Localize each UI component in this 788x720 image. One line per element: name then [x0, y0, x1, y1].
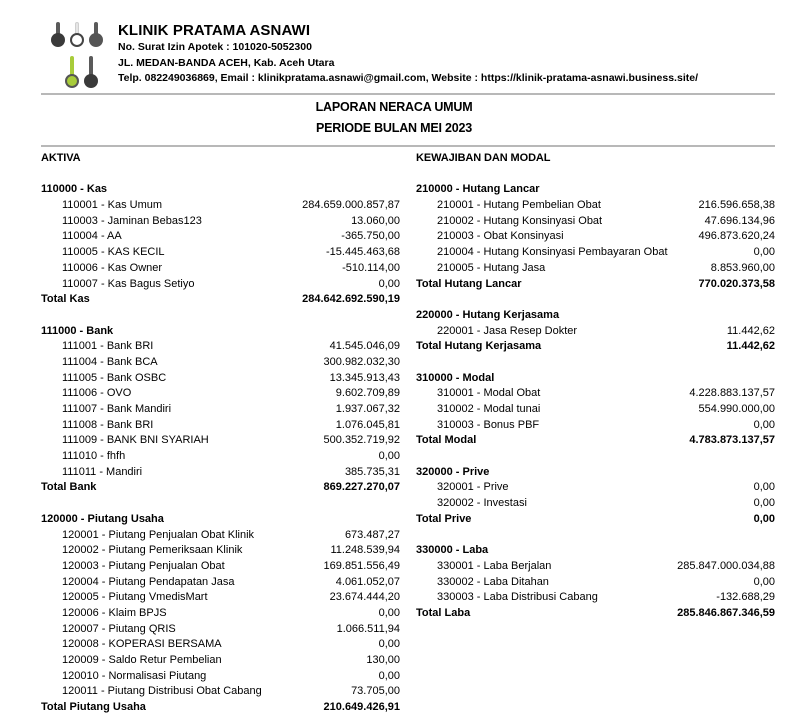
account-label: 110003 - Jaminan Bebas123: [62, 214, 202, 227]
account-label: 111001 - Bank BRI: [62, 340, 154, 353]
clinic-license: No. Surat Izin Apotek : 101020-5052300: [118, 41, 312, 53]
account-group: [416, 182, 775, 292]
account-label: 210004 - Hutang Konsinyasi Pembayaran Obat: [437, 246, 668, 259]
account-label: 120002 - Piutang Pemeriksaan Klinik: [62, 544, 243, 557]
account-value: 9.602.709,89: [335, 387, 400, 400]
clinic-contact: Telp. 082249036869, Email : klinikpratama.asnawi@gmail.com, Website : https://klinik-pratama-asnawi.business.site/: [118, 72, 698, 84]
clinic-address: JL. MEDAN-BANDA ACEH, Kab. Aceh Utara: [118, 56, 335, 69]
total-label: Total Kas: [41, 293, 90, 306]
group-heading: [41, 324, 400, 340]
account-label: 310003 - Bonus PBF: [437, 418, 540, 431]
group-heading: [41, 182, 400, 198]
account-value: 500.352.719,92: [323, 434, 400, 447]
account-label: 120007 - Piutang QRIS: [62, 622, 176, 635]
account-row: [41, 402, 400, 418]
account-value: 0,00: [753, 246, 775, 259]
aktiva-column: [41, 151, 400, 720]
account-row: [41, 637, 400, 653]
aktiva-heading: AKTIVA: [41, 152, 81, 164]
group-label: 120000 - Piutang Usaha: [41, 512, 164, 525]
account-label: 210002 - Hutang Konsinyasi Obat: [437, 214, 603, 227]
account-value: -15.445.463,68: [325, 246, 400, 259]
account-value: 496.873.620,24: [698, 230, 775, 243]
group-total-row: [416, 339, 775, 355]
account-row: [41, 606, 400, 622]
total-value: 0,00: [753, 512, 775, 525]
account-value: 4.061.052,07: [335, 575, 400, 588]
account-value: 23.674.444,20: [329, 591, 400, 604]
account-label: 110005 - KAS KECIL: [62, 246, 165, 259]
account-value: 0,00: [378, 638, 400, 651]
group-total-row: [416, 277, 775, 293]
account-label: 320002 - Investasi: [437, 497, 527, 510]
total-label: Total Piutang Usaha: [41, 701, 146, 714]
account-row: [416, 418, 775, 434]
account-label: 120006 - Klaim BPJS: [62, 606, 167, 619]
report-header: [41, 18, 775, 92]
account-row: [416, 245, 775, 261]
account-value: 1.937.067,32: [335, 403, 400, 415]
kewajiban-modal-column: [416, 151, 775, 637]
account-value: 554.990.000,00: [698, 403, 775, 415]
account-label: 120005 - Piutang VmedisMart: [62, 591, 208, 604]
group-total-row: [416, 512, 775, 528]
account-value: 1.066.511,94: [336, 622, 400, 635]
account-label: 220001 - Jasa Resep Dokter: [437, 324, 578, 337]
account-row: [41, 575, 400, 591]
account-value: 11.248.539,94: [330, 544, 400, 557]
account-row: [41, 653, 400, 669]
headphones-logo-icon: [51, 22, 111, 88]
account-value: 0,00: [378, 669, 400, 682]
title-divider: [41, 145, 775, 147]
account-value: 0,00: [378, 450, 400, 463]
account-group: [416, 543, 775, 621]
account-row: [41, 355, 400, 371]
group-label: 330000 - Laba: [416, 544, 489, 557]
account-label: 330002 - Laba Ditahan: [437, 575, 549, 588]
group-label: 210000 - Hutang Lancar: [416, 183, 540, 196]
account-value: 0,00: [753, 575, 775, 588]
group-total-row: [41, 480, 400, 496]
account-value: 13.345.913,43: [329, 371, 400, 384]
group-label: 220000 - Hutang Kerjasama: [416, 308, 560, 321]
account-value: 285.847.000.034,88: [677, 559, 775, 572]
account-label: 120011 - Piutang Distribusi Obat Cabang: [62, 685, 262, 698]
account-value: -510.114,00: [342, 261, 400, 274]
account-value: 284.659.000.857,87: [302, 199, 400, 212]
account-group: [416, 465, 775, 528]
account-group: [416, 371, 775, 449]
account-label: 111011 - Mandiri: [62, 465, 143, 478]
total-label: Total Modal: [416, 434, 477, 447]
account-value: 0,00: [753, 418, 775, 431]
account-row: [416, 229, 775, 245]
account-row: [416, 480, 775, 496]
group-total-row: [416, 606, 775, 622]
account-row: [416, 575, 775, 591]
account-row: [416, 324, 775, 340]
account-row: [41, 622, 400, 638]
account-label: 330003 - Laba Distribusi Cabang: [437, 591, 598, 604]
group-total-row: [41, 292, 400, 308]
account-label: 110004 - AA: [62, 230, 122, 243]
account-label: 120001 - Piutang Penjualan Obat Klinik: [62, 528, 255, 541]
account-label: 111006 - OVO: [62, 387, 132, 400]
account-label: 210005 - Hutang Jasa: [437, 261, 546, 274]
group-label: 320000 - Prive: [416, 465, 490, 478]
account-row: [41, 669, 400, 685]
account-row: [41, 229, 400, 245]
account-label: 330001 - Laba Berjalan: [437, 559, 552, 572]
account-row: [41, 528, 400, 544]
account-value: 673.487,27: [344, 528, 400, 541]
account-row: [416, 402, 775, 418]
account-value: 8.853.960,00: [710, 261, 775, 274]
total-value: 869.227.270,07: [323, 481, 400, 494]
account-row: [41, 449, 400, 465]
account-group: [41, 512, 400, 716]
clinic-name: KLINIK PRATAMA ASNAWI: [118, 22, 311, 39]
account-row: [416, 559, 775, 575]
account-row: [41, 245, 400, 261]
account-row: [416, 386, 775, 402]
group-heading: [41, 512, 400, 528]
account-label: 111009 - BANK BNI SYARIAH: [62, 434, 209, 447]
total-value: 210.649.426,91: [323, 701, 400, 714]
total-label: Total Bank: [41, 481, 97, 494]
account-value: 73.705,00: [351, 685, 400, 698]
clinic-info: [118, 22, 698, 87]
group-heading: [416, 308, 775, 324]
account-value: 0,00: [753, 497, 775, 510]
group-heading: [416, 371, 775, 387]
group-label: 111000 - Bank: [41, 324, 114, 337]
total-label: Total Hutang Kerjasama: [416, 340, 542, 353]
account-row: [416, 198, 775, 214]
account-group: [416, 308, 775, 355]
account-value: 11.442,62: [726, 324, 775, 337]
account-label: 110006 - Kas Owner: [62, 261, 163, 274]
total-value: 770.020.373,58: [698, 277, 775, 290]
account-label: 111005 - Bank OSBC: [62, 371, 167, 384]
account-group: [41, 182, 400, 308]
group-heading: [416, 543, 775, 559]
group-total-row: [416, 433, 775, 449]
total-value: 285.846.867.346,59: [677, 606, 775, 619]
account-label: 210001 - Hutang Pembelian Obat: [437, 199, 601, 212]
kewajiban-heading: KEWAJIBAN DAN MODAL: [416, 152, 551, 164]
total-value: 11.442,62: [726, 340, 775, 353]
group-label: 110000 - Kas: [41, 183, 108, 196]
account-value: 169.851.556,49: [323, 559, 400, 572]
account-row: [41, 198, 400, 214]
account-value: 0,00: [378, 277, 400, 290]
total-label: Total Laba: [416, 606, 471, 619]
account-row: [41, 418, 400, 434]
account-label: 111008 - Bank BRI: [62, 418, 154, 431]
account-row: [41, 339, 400, 355]
account-label: 210003 - Obat Konsinyasi: [437, 230, 564, 243]
total-value: 4.783.873.137,57: [689, 434, 775, 447]
report-title: LAPORAN NERACA UMUM: [315, 100, 473, 114]
account-row: [41, 543, 400, 559]
account-row: [416, 590, 775, 606]
account-row: [41, 433, 400, 449]
account-label: 120003 - Piutang Penjualan Obat: [62, 559, 225, 572]
account-row: [41, 465, 400, 481]
group-heading: [416, 182, 775, 198]
group-heading: [416, 465, 775, 481]
account-label: 310001 - Modal Obat: [437, 387, 541, 400]
account-label: 111004 - Bank BCA: [62, 355, 158, 368]
account-label: 120010 - Normalisasi Piutang: [62, 669, 207, 682]
account-label: 120004 - Piutang Pendapatan Jasa: [62, 575, 235, 588]
account-value: 216.596.658,38: [698, 199, 775, 212]
account-value: 0,00: [378, 606, 400, 619]
account-label: 111010 - fhfh: [62, 450, 126, 463]
group-label: 310000 - Modal: [416, 371, 495, 384]
total-label: Total Hutang Lancar: [416, 277, 522, 290]
account-row: [416, 261, 775, 277]
account-value: 385.735,31: [344, 465, 400, 478]
account-value: 4.228.883.137,57: [689, 387, 775, 400]
account-row: [41, 371, 400, 387]
account-value: 130,00: [366, 654, 400, 666]
account-label: 110007 - Kas Bagus Setiyo: [62, 277, 195, 290]
account-label: 120009 - Saldo Retur Pembelian: [62, 654, 222, 666]
account-row: [41, 559, 400, 575]
account-row: [41, 214, 400, 230]
account-row: [41, 261, 400, 277]
account-value: 300.982.032,30: [323, 355, 400, 368]
account-row: [41, 684, 400, 700]
account-row: [416, 214, 775, 230]
account-value: 0,00: [753, 481, 775, 494]
account-row: [41, 277, 400, 293]
total-value: 284.642.692.590,19: [302, 293, 400, 306]
header-divider: [41, 93, 775, 95]
account-label: 110001 - Kas Umum: [62, 199, 163, 212]
account-value: 41.545.046,09: [329, 340, 400, 353]
report-period: PERIODE BULAN MEI 2023: [315, 121, 473, 135]
account-value: 1.076.045,81: [335, 418, 400, 431]
account-value: -132.688,29: [716, 591, 775, 604]
account-row: [416, 496, 775, 512]
account-label: 320001 - Prive: [437, 481, 509, 494]
account-value: 13.060,00: [351, 214, 400, 227]
total-label: Total Prive: [416, 512, 472, 525]
account-row: [41, 590, 400, 606]
account-label: 120008 - KOPERASI BERSAMA: [62, 638, 222, 651]
account-value: -365.750,00: [341, 230, 400, 243]
account-value: 47.696.134,96: [704, 214, 775, 227]
account-row: [41, 386, 400, 402]
account-group: [41, 324, 400, 497]
account-label: 111007 - Bank Mandiri: [62, 403, 172, 415]
group-total-row: [41, 700, 400, 716]
account-label: 310002 - Modal tunai: [437, 403, 541, 415]
